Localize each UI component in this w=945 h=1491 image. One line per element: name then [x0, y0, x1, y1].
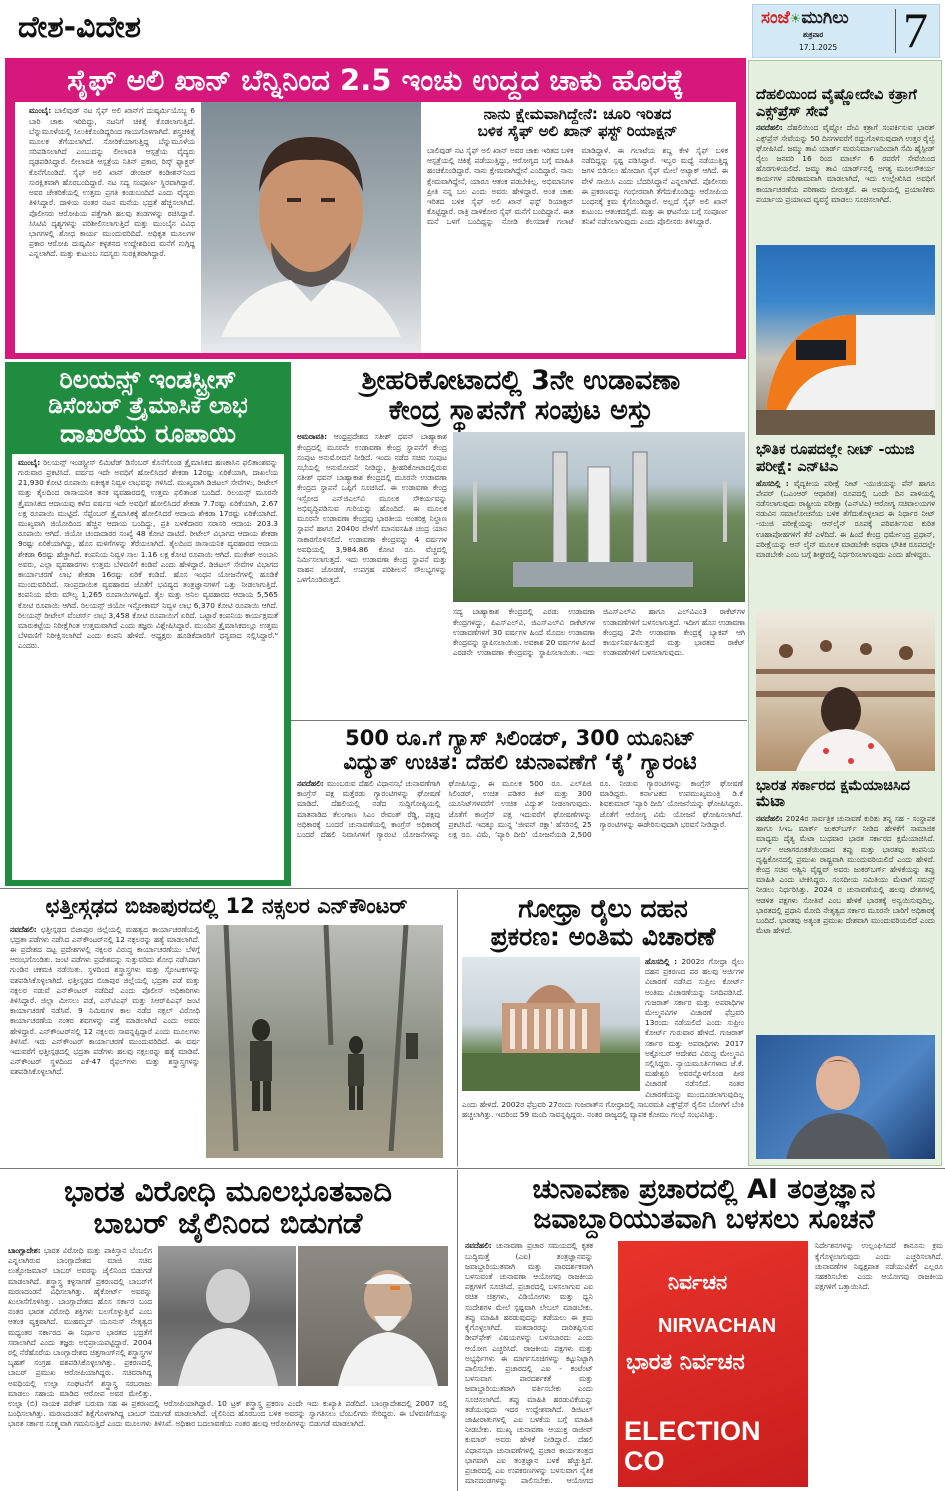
exam-hall-photo [756, 611, 935, 771]
sign-text-kannada: ನಿರ್ವಚನ [668, 1270, 728, 1295]
headline-line-3: ದಾಖಲೆಯ ರೂಪಾಯಿ [60, 418, 236, 448]
dateline: ನವದೆಹಲಿ: [756, 123, 783, 133]
masthead-divider [895, 9, 896, 53]
chhattisgarh-content [10, 925, 443, 1158]
mark-zuckerberg-photo [756, 1035, 935, 1159]
article-body: ನವದೆಹಲಿ: ಛತ್ತೀಸ್ಗಢದ ಬಿಜಾಪುರ ಜಿಲ್ಲೆಯಲ್ಲಿ ಮಹತ್ವದ ಕಾರ್ಯಾಚರಣೆಯಲ್ಲಿ ಭದ್ರತಾ ಪಡೆಗಳು ನಡೆಸಿದ ಎನ್‌ಕೌಂಟರ್‌ನಲ್ಲಿ 12 ನಕ್ಸಲರನ್ನು ಹತ್ಯೆ ಮಾಡಲಾಗಿದೆ. ಈ ಪ್ರದೇಶದ ದಟ್ಟ ಪ್ರದೇಶಗಳಲ್ಲಿ ನಕ್ಸಲರ ವಿರುದ್ಧ ಕಾರ್ಯಾಚರಣೆಯು ಬೆಳಿಗ್ಗೆ ಆರಂಭಗೊಂಡಿತು. ಜಂಟಿ ಪಡೆಗಳು ಪ್ರದೇಶವನ್ನು ಸುತ್ತುವರಿದು ಶೋಧ ನಡೆಸಿದಾಗ ಗುಂಡಿನ ಚಕಮಕಿ ನಡೆಯಿತು. ಸ್ಥಳದಿಂದ ಶಸ್ತ್ರಾಸ್ತ್ರಗಳು ಮತ್ತು ಸ್ಫೋಟಕಗಳನ್ನು ವಶಪಡಿಸಿಕೊಳ್ಳಲಾಗಿದೆ. ಛತ್ತೀಸ್ಗಢದ ಬಿಜಾಪುರ ಜಿಲ್ಲೆಯಲ್ಲಿ ಭದ್ರತಾ ಪಡೆ ಮತ್ತು ನಕ್ಸಲರ ನಡುವೆ ಎನ್‌ಕೌಂಟರ್ ನಡೆದಿದೆ ಎಂದು ಪೊಲೀಸ್ ಅಧಿಕಾರಿಗಳು ತಿಳಿಸಿದ್ದಾರೆ. ಜಿಲ್ಲಾ ಮೀಸಲು ಪಡೆ, ಎಸ್‌ಟಿಎಫ್ ಮತ್ತು ಸಿಆರ್‌ಪಿಎಫ್ ಜಂಟಿ ಕಾರ್ಯಾಚರಣೆ ನಡೆಸಿವೆ. 9 ನಿಮಿಷಗಳ ಕಾಲ ನಡೆದ ನಕ್ಸಲ್ ವಿರೋಧಿ ಕಾರ್ಯಾಚರಣೆಯ ನಂತರ ಶವಗಳನ್ನು ಪತ್ತೆ ಮಾಡಲಾಗಿದೆ ಎಂದು ಅವರು ಹೇಳಿದ್ದಾರೆ. ಎನ್‌ಕೌಂಟರ್‌ನಲ್ಲಿ 12 ನಕ್ಸಲರು ಸಾವನ್ನಪ್ಪಿದ್ದಾರೆ ಎಂದು ಮೂಲಗಳು ತಿಳಿಸಿವೆ. ಇದು ಎನ್‌ಕೌಂಟರ್ ಕಾರ್ಯಾಚರಣೆ ಮುಂದುವರಿದಿದೆ. ಈ ವರ್ಷ ಇದುವರೆಗೆ ಛತ್ತೀಸ್ಗಢದಲ್ಲಿ ಭದ್ರತಾ ಪಡೆಗಳು ಹಲವು ನಕ್ಸಲರನ್ನು ಹತ್ಯೆ ಮಾಡಿವೆ. ಎನ್‌ಕೌಂಟರ್ ಸ್ಥಳದಿಂದ ಎಕೆ-47 ರೈಫಲ್‌ಗಳು ಮತ್ತು ಶಸ್ತ್ರಾಸ್ತ್ರಗಳನ್ನು ವಶಪಡಿಸಿಕೊಳ್ಳಲಾಗಿದೆ. [10, 924, 200, 1077]
headline-line-1: ಶ್ರೀಹರಿಕೋಟಾದಲ್ಲಿ 3ನೇ ಉಡಾವಣಾ [361, 365, 681, 396]
headline-line-2: ಜವಾಬ್ದಾರಿಯುತವಾಗಿ ಬಳಸಲು ಸೂಚನೆ [533, 1204, 875, 1236]
dateline: ಬಾಂಗ್ಲಾದೇಶ: [8, 1245, 41, 1255]
meta-body: ನವದೆಹಲಿ: 2024ರ ಸಾರ್ವತ್ರಿಕ ಚುನಾವಣೆ ಕುರಿತು ತನ್ನ ಸಹ - ಸಂಸ್ಥಾಪಕ ಹಾಗೂ ಸಿಇಒ ಮಾರ್ಕ್ ಜುಕರ್‌ಬರ್ಗ್ ನೀಡಿದ ಹೇಳಿಕೆಗೆ ಸಾಮಾಜಿಕ ಮಾಧ್ಯಮ ದೈತ್ಯ ಮೆಟಾ ಬುಧವಾರ ಭಾರತ ಸರ್ಕಾರದ ಕ್ಷಮೆಯಾಚಿಸಿದೆ. ಬರ್ಗ್ ಅಜಾಗರೂಕತೆಯಿಂದಾದ ತಪ್ಪು ಮತ್ತು ಭಾರತವು ಕಂಪನಿಯ ದೃಷ್ಟಿಕೋನದಲ್ಲಿ ಪ್ರಮುಖ ರಾಷ್ಟ್ರವಾಗಿ ಮುಂದುವರಿಯಲಿದೆ ಎಂದು ಹೇಳಿದೆ. ಕೇಂದ್ರ ಸಚಿವ ಅಶ್ವಿನಿ ವೈಷ್ಣವ್ ಅವರು ಜುಕರ್‌ಬರ್ಗ್ ಹೇಳಿಕೆಯನ್ನು ತಪ್ಪು ಮಾಹಿತಿ ಎಂದು ಟೀಕಿಸಿದ್ದರು. ಸಂಸದೀಯ ಸಮಿತಿಯು ಮೆಟಾಗೆ ಸಮನ್ಸ್ ನೀಡಲು ನಿರ್ಧರಿಸಿತ್ತು. 2024 ರ ಚುನಾವಣೆಯಲ್ಲಿ ಹಲವು ದೇಶಗಳಲ್ಲಿ ಆಡಳಿತ ಪಕ್ಷಗಳು ಸೋತಿವೆ ಎಂಬ ಹೇಳಿಕೆ ಭಾರತಕ್ಕೆ ಅನ್ವಯಿಸುವುದಿಲ್ಲ. ಭಾರತದಲ್ಲಿ ಪ್ರಧಾನಿ ಮೋದಿ ನೇತೃತ್ವದ ಸರ್ಕಾರ ಮೂರನೇ ಬಾರಿಗೆ ಅಧಿಕಾರಕ್ಕೆ ಬಂದಿದೆ. ಭಾರತವು ಅತ್ಯಂತ ಪ್ರಮುಖ ದೇಶವಾಗಿ ಮುಂದುವರಿಯಲಿದೆ ಎಂದು ಮೆಟಾ ಹೇಳಿದೆ. [756, 813, 935, 936]
article-body: ನವದೆಹಲಿ: ಚುನಾವಣಾ ಪ್ರಚಾರ ಸಮಯದಲ್ಲಿ ಕೃತಕ ಬುದ್ಧಿಮತ್ತೆ (ಎಐ) ತಂತ್ರಜ್ಞಾನವನ್ನು ಜವಾಬ್ದಾರಿಯುತವಾಗಿ ಮತ್ತು ಪಾರದರ್ಶಕವಾಗಿ ಬಳಸುವಂತೆ ಚುನಾವಣಾ ಆಯೋಗವು ರಾಜಕೀಯ ಪಕ್ಷಗಳಿಗೆ ಸೂಚಿಸಿದೆ. ಪ್ರಚಾರದಲ್ಲಿ ಬಳಸಲಾಗುವ ಎಐ ರಚಿತ ಚಿತ್ರಗಳು, ವಿಡಿಯೋಗಳು ಮತ್ತು ಧ್ವನಿ ಸಂದೇಶಗಳ ಮೇಲೆ ಸ್ಪಷ್ಟವಾಗಿ ಲೇಬಲ್ ಮಾಡಬೇಕು. ತಪ್ಪು ಮಾಹಿತಿ ಹರಡುವುದನ್ನು ತಡೆಯಲು ಈ ಕ್ರಮ ಕೈಗೊಳ್ಳಲಾಗಿದೆ. ಮತದಾರರನ್ನು ದಾರಿತಪ್ಪಿಸುವ ಡೀಪ್‌ಫೇಕ್ ವಿಷಯಗಳನ್ನು ಬಳಸಬಾರದು ಎಂದು ಆಯೋಗ ಎಚ್ಚರಿಸಿದೆ. ರಾಜಕೀಯ ಪಕ್ಷಗಳು ಮತ್ತು ಅಭ್ಯರ್ಥಿಗಳು ಈ ಮಾರ್ಗಸೂಚಿಗಳನ್ನು ಕಟ್ಟುನಿಟ್ಟಾಗಿ ಪಾಲಿಸಬೇಕು. ಪ್ರಚಾರದಲ್ಲಿ ಎಐ - ಕಂಟೆಂಟ್ ಬಳಸುವಾಗ ಪಾರದರ್ಶಕತೆ ಮತ್ತು ಜವಾಬ್ದಾರಿಯುತವಾಗಿ ವರ್ತಿಸಬೇಕು ಎಂದು ಸೂಚಿಸಲಾಗಿದೆ. ತಪ್ಪು ಮಾಹಿತಿ ಹರಡುವಿಕೆಯನ್ನು ತಡೆಯುವುದು ಇದರ ಉದ್ದೇಶವಾಗಿದೆ. ಡಿಜಿಟಲ್ ಜಾಹೀರಾತುಗಳಲ್ಲಿ ಎಐ ಬಳಕೆಯ ಬಗ್ಗೆ ಮಾಹಿತಿ ನೀಡಬೇಕು. ಮುಖ್ಯ ಚುನಾವಣಾ ಆಯುಕ್ತ ರಾಜೀವ್ ಕುಮಾರ್ ಅವರು ಹೇಳಿಕೆ ನೀಡಿದ್ದಾರೆ. ದೆಹಲಿ ವಿಧಾನಸಭಾ ಚುನಾವಣೆಗಳಲ್ಲಿ ಪ್ರಚಾರ ಕಾರ್ಯತಂತ್ರದ ಭಾಗವಾಗಿ ಎಐ ತಂತ್ರಜ್ಞಾನ ಬಳಕೆ ಹೆಚ್ಚುತ್ತಿದೆ. ಪ್ರಚಾರದಲ್ಲಿ ಎಐ ಉಪಕರಣಗಳನ್ನು ಬಳಸುವಾಗ ನೈತಿಕ ಮಾನದಂಡಗಳನ್ನು ಪಾಲಿಸಬೇಕು. ಆಯೋಗದ ನಿರ್ದೇಶನಗಳನ್ನು ಉಲ್ಲಂಘಿಸಿದರೆ ಕಾನೂನು ಕ್ರಮ ಕೈಗೊಳ್ಳಲಾಗುವುದು ಎಂದು ಎಚ್ಚರಿಸಲಾಗಿದೆ. ಚುನಾವಣೆಗಳ ನಿಷ್ಪಕ್ಷಪಾತ ನಡೆಯುವಿಕೆಗೆ ಎಲ್ಲರೂ ಸಹಕರಿಸಬೇಕು ಎಂದು ಆಯೋಗವು ರಾಜಕೀಯ ಪಕ್ಷಗಳಿಗೆ ಒತ್ತಾಯಿಸಿದೆ. [465, 1241, 943, 1486]
newspaper-logo [761, 8, 849, 28]
headline-line-2: ಡಿಸೆಂಬರ್ ತ್ರೈಮಾಸಿಕ ಲಾಭ [48, 393, 248, 419]
sriharikota-content [297, 432, 745, 715]
dateline: ನವದೆಹಲಿ: [297, 779, 324, 789]
dateline: ಮುಂಬೈ: [29, 106, 52, 116]
students-illustration [756, 611, 935, 771]
dateline: ಹೊಸದಿಲ್ಲಿ : [645, 957, 678, 966]
babar-photos [158, 1246, 448, 1386]
logo-part-2: ಮುಗಿಲು [801, 8, 849, 28]
babar-archive-photo [158, 1246, 296, 1386]
chhattisgarh-story [0, 890, 455, 1166]
neet-headline: ಭೌತಿಕ ರೂಪದಲ್ಲೇ ನೀಟ್ -ಯುಜಿ ಪರೀಕ್ಷೆ: ಎನ್‌ಟಿಎ [756, 442, 915, 475]
sriharikota-right [453, 432, 745, 715]
article-body: ಬಾಂಗ್ಲಾದೇಶ: ಭಾರತ ವಿರೋಧಿ ಮತ್ತು ಪಾಕಿಸ್ತಾನ ಬೆಂಬಲಿಗ ಎನ್ನಲಾಗಿರುವ ಬಾಂಗ್ಲಾದೇಶದ ಮಾಜಿ ಸಚಿವ ಲುತ್ಫೋಜಮಾನ್ ಬಾಬರ್ ಅವರನ್ನು ಜೈಲಿನಿಂದ ಬಿಡುಗಡೆ ಮಾಡಲಾಗಿದೆ. ಶಸ್ತ್ರಾಸ್ತ್ರ ಕಳ್ಳಸಾಗಣೆ ಪ್ರಕರಣದಲ್ಲಿ ಬಾಬರ್‌ಗೆ ಮರಣದಂಡನೆ ವಿಧಿಸಲಾಗಿತ್ತು. ಹೈಕೋರ್ಟ್ ಅವರನ್ನು ಖುಲಾಸೆಗೊಳಿಸಿತ್ತು. ಬಾಂಗ್ಲಾದೇಶದ ಹೊಸ ಸರ್ಕಾರ ಬಂದ ನಂತರ ಭಾರತ ವಿರೋಧಿ ಶಕ್ತಿಗಳು ಬಲಗೊಳ್ಳುತ್ತಿವೆ ಎಂಬ ಆತಂಕ ವ್ಯಕ್ತವಾಗಿದೆ. ಮುಹಮ್ಮದ್ ಯೂನುಸ್ ನೇತೃತ್ವದ ಮಧ್ಯಂತರ ಸರ್ಕಾರದ ಈ ನಿರ್ಧಾರ ಭಾರತದ ಭದ್ರತೆಗೆ ಸವಾಲಾಗಿದೆ ಎಂದು ತಜ್ಞರು ಅಭಿಪ್ರಾಯಪಟ್ಟಿದ್ದಾರೆ. 2004 ರಲ್ಲಿ ನೆರೆಹೊರೆಯ ಬಾಂಗ್ಲಾದೇಶದ ಚಿತ್ತಗಾಂಗ್‌ನಲ್ಲಿ ಶಸ್ತ್ರಾಸ್ತ್ರಗಳ ಬೃಹತ್ ಸಂಗ್ರಹ ವಶಪಡಿಸಿಕೊಳ್ಳಲಾಗಿತ್ತು. ಪ್ರಕರಣದಲ್ಲಿ ಬಾಬರ್ ಪ್ರಮುಖ ಆರೋಪಿಯಾಗಿದ್ದರು. ಸಚಿವರಾಗಿದ್ದ ಅವಧಿಯಲ್ಲಿ ಉಲ್ಫಾ ಸಂಘಟನೆಗೆ ಶಸ್ತ್ರಾಸ್ತ್ರ ಸರಬರಾಜು ಮಾಡಲು ಸಹಾಯ ಮಾಡಿದ ಆರೋಪ ಅವರ ಮೇಲಿತ್ತು. ಉಲ್ಫಾ (ಬಿ) ನಾಯಕ ಪರೇಶ್ ಬರುವಾ ಸಹ ಈ ಪ್ರಕರಣದಲ್ಲಿ ಆರೋಪಿಯಾಗಿದ್ದಾರೆ. 10 ಟ್ರಕ್ ಶಸ್ತ್ರಾಸ್ತ್ರ ಪ್ರಕರಣ ಎಂದೇ ಇದು ಕುಖ್ಯಾತಿ ಪಡೆದಿದೆ. ಬಾಂಗ್ಲಾದೇಶದಲ್ಲಿ 2007 ರಲ್ಲಿ ಬಂಧಿಸಲಾಗಿತ್ತು. ಮರಣದಂಡನೆ ಶಿಕ್ಷೆಗೊಳಗಾಗಿದ್ದ ಬಾಬರ್ ಬಿಡುಗಡೆ ಮಾಡಲಾಗಿದೆ. ಜೈಲಿನಿಂದ ಹೊರಬಂದ ಬಳಿಕ ಅವರನ್ನು ಸ್ವಾಗತಿಸಲು ಬೆಂಬಲಿಗರು ಸೇರಿದ್ದರು. ಈ ಬೆಳವಣಿಗೆಯನ್ನು ಭಾರತ ಸರ್ಕಾರ ಸೂಕ್ಷ್ಮವಾಗಿ ಗಮನಿಸುತ್ತಿದೆ ಎಂದು ಮೂಲಗಳು ತಿಳಿಸಿವೆ. ಅಧಿಕಾರ ಬದಲಾವಣೆಯ ನಂತರ ಹಲವು ಆರೋಪಿಗಳನ್ನು ಬಿಡುಗಡೆ ಮಾಡಲಾಗಿದೆ. [8, 1245, 448, 1429]
side-headline-line-1: ನಾನು ಕ್ಷೇಮವಾಗಿದ್ದೇನೆ: ಚೂರಿ ಇರಿತದ [483, 105, 672, 124]
supreme-court-photo [462, 957, 640, 1091]
sign-text-nirvachan: NIRVACHAN [658, 1315, 777, 1338]
man-with-cap-illustration [298, 1246, 448, 1386]
headline-line-1: ಗೋಧ್ರಾ ರೈಲು ದಹನ [518, 894, 688, 923]
reliance-story [5, 362, 291, 886]
article-body: ಹೊಸದಿಲ್ಲಿ : 2002ರ ಗೋಧ್ರಾ ರೈಲು ದಹನ ಪ್ರಕರಣದ ಪರ ಹಲವು ಅರ್ಜಿಗಳ ವಿಚಾರಣೆ ನಡೆಸಿದ ಸುಪ್ರೀಂ ಕೋರ್ಟ್ ಅಂತಿಮ ವಿಚಾರಣೆಯನ್ನು ನಿಗದಿಪಡಿಸಿದೆ. ಗುಜರಾತ್ ಸರ್ಕಾರ ಮತ್ತು ಅಪರಾಧಿಗಳ ಮೇಲ್ಮನವಿಗಳ ವಿಚಾರಣೆ ಫೆಬ್ರವರಿ 13ರಂದು ನಡೆಯಲಿದೆ ಎಂದು ಸುಪ್ರೀಂ ಕೋರ್ಟ್ ಗುರುವಾರ ಹೇಳಿದೆ. ಗುಜರಾತ್ ಸರ್ಕಾರ ಮತ್ತು ಅಪರಾಧಿಗಳು 2017 ಅಕ್ಟೋಬರ್ ಆದೇಶದ ವಿರುದ್ಧ ಮೇಲ್ಮನವಿ ಸಲ್ಲಿಸಿದ್ದರು. ನ್ಯಾಯಮೂರ್ತಿಗಳಾದ ಜೆ.ಕೆ. ಮಹೇಶ್ವರಿ ಅವರನ್ನೊಳಗೊಂಡ ಪೀಠ ವಿಚಾರಣೆ ನಡೆಸಲಿದೆ. ನಂತರ ವಿಚಾರಣೆಯನ್ನು ಮುಂದೂಡಲಾಗುವುದಿಲ್ಲ ಎಂದು ಹೇಳಿದೆ. 2002ರ ಫೆಬ್ರವರಿ 27ರಂದು ಗುಜರಾತ್‌ನ ಗೋಧ್ರಾದಲ್ಲಿ ಸಾಬರಮತಿ ಎಕ್ಸ್‌ಪ್ರೆಸ್ ರೈಲಿನ ಬೋಗಿಗೆ ಬೆಂಕಿ ಹಚ್ಚಲಾಗಿತ್ತು. ಇದರಿಂದ 59 ಮಂದಿ ಸಾವನ್ನಪ್ಪಿದ್ದರು. ನಂತರ ರಾಜ್ಯದಲ್ಲಿ ವ್ಯಾಪಕ ಕೋಮು ಗಲಭೆ ಸಂಭವಿಸಿತ್ತು. [462, 957, 744, 1120]
dateline: ನವದೆಹಲಿ: [465, 1241, 492, 1251]
dateline: ನವದೆಹಲಿ: [10, 924, 37, 934]
headline: ಛತ್ತೀಸ್ಗಢದ ಬಿಜಾಪುರದಲ್ಲಿ 12 ನಕ್ಸಲರ ಎನ್‌ಕೌಂಟರ್ [45, 894, 408, 918]
palm-icon: ☀ [789, 12, 802, 27]
divider [0, 888, 748, 889]
headline-line-2: ಬಾಬರ್ ಜೈಲಿನಿಂದ ಬಿಡುಗಡೆ [93, 1206, 363, 1241]
headline-line-2: ವಿದ್ಯುತ್ ಉಚಿತ: ದೆಹಲಿ ಚುನಾವಣೆಗೆ ‘ಕೈ’ ಗ್ಯಾರಂಟಿ [343, 749, 697, 774]
right-sidebar [748, 60, 942, 1166]
headline-line-2: ಪ್ರಕರಣ: ಅಂತಿಮ ವಿಚಾರಣೆ [490, 922, 716, 951]
ai-election-story [460, 1170, 945, 1491]
headline-line-1: 500 ರೂ.ಗೆ ಗ್ಯಾಸ್ ಸಿಲಿಂಡರ್, 300 ಯೂನಿಟ್ [345, 726, 695, 750]
ai-content [465, 1241, 943, 1487]
headline-line-1: ರಿಲಯನ್ಸ್ ಇಂಡಸ್ಟ್ರೀಸ್ [59, 365, 237, 394]
article-body: ಮುಂಬೈ: ಬಾಲಿವುಡ್ ನಟ ಸೈಫ್ ಅಲಿ ಖಾನ್‌ಗೆ ದುಷ್ಕರ್ಮಿಯೊಬ್ಬ 6 ಬಾರಿ ಚಾಕು ಇರಿದಿದ್ದು, ನಟನಿಗೆ ಚಿಕಿತ್ಸೆ ಕೊಡಲಾಗುತ್ತಿದೆ. ಬೆನ್ನುಮೂಳೆಯಲ್ಲಿ ಸಿಲುಕಿಕೊಂಡಿದ್ದರಿಂದ ಗಾಯಗೊಳಗಾಗಿದೆ. ಶಸ್ತ್ರಚಿಕಿತ್ಸೆ ಮೂಲಕ ತೆಗೆಯಲಾಗಿದೆ. ಸೋರಿಕೆಯಾಗುತ್ತಿದ್ದ ಬೆನ್ನುಮೂಳೆಯ ಸರಿಪಡಿಸಲಾಗಿದೆ ಎಂಬುದನ್ನು ಲೀಲಾವತಿ ಆಸ್ಪತ್ರೆಯ ವೈದ್ಯರು ದೃಢಪಡಿಸಿದ್ದಾರೆ. ಲೀಲಾವತಿ ಆಸ್ಪತ್ರೆಯ ನಿತಿನ್ ಪ್ರಕಾರ, ರಿಸ್ಕ್ ಫ್ಯಾಕ್ಚರ್ ಕೊನೆಗೊಂಡಿದೆ. ಸೈಫ್ ಅಲಿ ಖಾನ್ ಡೇಂಜರ್ ಕಂಡೀಶನ್‌ನಿಂದ ಸುರಕ್ಷಿತವಾಗಿ ಹೊರಬಂದಿದ್ದಾರೆ. ನಟ ಸದ್ಯ ಸಂಪೂರ್ಣ ಸ್ಥಿರವಾಗಿದ್ದಾರೆ. ಅವರ ಚೇತರಿಕೆಯಲ್ಲಿ ಉತ್ತಮ ಪ್ರಗತಿ ಕಂಡುಬಂದಿದೆ ಎಂದು ವೈದ್ಯರು ತಿಳಿಸಿದ್ದಾರೆ. ದಾಳಿಯ ನಂತರ ನಟನ ಮನೆಯ ಭದ್ರತೆ ಹೆಚ್ಚಿಸಲಾಗಿದೆ. ಪೊಲೀಸರು ಆರೋಪಿಯ ಪತ್ತೆಗಾಗಿ ಹಲವು ತಂಡಗಳನ್ನು ರಚಿಸಿದ್ದಾರೆ. ಸಿಸಿಟಿವಿ ದೃಶ್ಯಗಳನ್ನು ಪರಿಶೀಲಿಸಲಾಗುತ್ತಿದೆ ಮತ್ತು ಮುಂಬೈನ ವಿವಿಧ ಭಾಗಗಳಲ್ಲಿ ಶೋಧ ಕಾರ್ಯ ಮುಂದುವರಿದಿದೆ. ಅಧಿಕೃತ ಮೂಲಗಳ ಪ್ರಕಾರ ಆರೋಪಿ ದುಷ್ಕರ್ಮಿ ಕಳ್ಳತನದ ಉದ್ದೇಶದಿಂದ ಮನೆಗೆ ನುಗ್ಗಿದ್ದ ಎನ್ನಲಾಗಿದೆ. ಮತ್ತು ಕುಟುಂಬ ಸದಸ್ಯರು ಸುರಕ್ಷಿತರಾಗಿದ್ದಾರೆ. [29, 106, 195, 259]
dateline: ನವದೆಹಲಿ: [756, 813, 783, 823]
babar-story [0, 1170, 455, 1491]
meta-headline: ಭಾರತ ಸರ್ಕಾರದ ಕ್ಷಮೆಯಾಚಿಸಿದ ಮೆಟಾ [756, 777, 911, 811]
sign-text-bharat: ಭಾರತ ನಿರ್ವಚನ [626, 1350, 745, 1376]
side-article-body: ಬಾಲಿವುಡ್ ನಟ ಸೈಫ್ ಅಲಿ ಖಾನ್ ಅವರ ಚಾಕು ಇರಿತದ ಬಳಿಕ ಆಸ್ಪತ್ರೆಯಲ್ಲಿ ಚಿಕಿತ್ಸೆ ಪಡೆಯುತ್ತಿದ್ದು, ಆರೋಗ್ಯದ ಬಗ್ಗೆ ಮಾಹಿತಿ ಹಂಚಿಕೊಂಡಿದ್ದಾರೆ. ನಾನು ಕ್ಷೇಮವಾಗಿದ್ದೇನೆ ಎಂದಿದ್ದಾರೆ. ನಾನು ಕ್ಷೇಮವಾಗಿದ್ದೇನೆ, ಯಾರೂ ಆತಂಕ ಪಡಬೇಕಿಲ್ಲ. ಅಭಿಮಾನಿಗಳ ಪ್ರೀತಿ ನನ್ನ ಬಲ ಎಂದು ಅವರು ಹೇಳಿದ್ದಾರೆ. ಅಂತ ಚಾಕು ಇರಿತದ ಬಳಿಕ ಸೈಫ್ ಅಲಿ ಖಾನ್ ಫಸ್ಟ್ ರಿಯಾಕ್ಷನ್ ಕೊಟ್ಟಿದ್ದಾರೆ. ರಾತ್ರಿ ದಾಳಿಕೋರ ಸೈಫ್ ಮನೆಗೆ ಬಂದಿದ್ದಾನೆ. ಈತ ಮನೆ ಒಳಗೆ ಬಂದಿದ್ದನ್ನು ನೋಡಿ ಕೆಲಸದಾಕೆ ಗಲಾಟೆ ಮಾಡಿದ್ದಾಳೆ. ಈ ಗಲಾಟೆಯ ಶಬ್ದ ಕೇಳಿ ಸೈಫ್ ಬಳಿಕ ನಡೆದಿದ್ದನ್ನು ಸ್ಪಷ್ಟ ಪಡಿಸಿದ್ದಾರೆ. ಇಬ್ಬರ ಮಧ್ಯೆ ನಡೆಯುತ್ತಿದ್ದ ಜಗಳ ಬಿಡಿಸಲು ಹೋದಾಗ ಸೈಫ್ ಮೇಲೆ ಅಟ್ಯಾಕ್ ಆಗಿದೆ. ಈ ವೇಳೆ ಸಾಯಿಸಿ ಎಂದು ಬೆದರಿಸಿದ್ದಾನೆ ಎನ್ನಲಾಗಿದೆ. ಪೊಲೀಸರು ಈ ಪ್ರಕರಣವನ್ನು ಗಂಭೀರವಾಗಿ ತೆಗೆದುಕೊಂಡಿದ್ದು ಆರೋಪಿಯ ಬಂಧನಕ್ಕೆ ಕ್ರಮ ಕೈಗೊಂಡಿದ್ದಾರೆ. ಅಲ್ಲದೆ ಸೈಫ್ ಅಲಿ ಖಾನ್ ಕುಟುಂಬ ಆತಂಕದಲ್ಲಿದೆ. ಮತ್ತು ಈ ಘಟನೆಯ ಬಗ್ಗೆ ಸಂಪೂರ್ಣ ತನಿಖೆ ನಡೆಸಲಾಗುವುದು ಎಂದು ಪೊಲೀಸರು ತಿಳಿಸಿದ್ದಾರೆ. [427, 146, 728, 227]
person-illustration [756, 1035, 935, 1159]
article-body-continued: ಸದ್ಯ ಬಾಹ್ಯಾಕಾಶ ಕೇಂದ್ರದಲ್ಲಿ ಎರಡು ಉಡಾವಣಾ ಕೇಂದ್ರಗಳಿದ್ದು, ಪಿಎಸ್‌ಎಲ್‌ವಿ, ಜಿಎಸ್‌ಎಲ್‌ವಿ ರಾಕೆಟ್‌ಗಳ ಉಡಾವಣೆಗಳಿಗೆ 30 ವರ್ಷಗಳ ಹಿಂದೆ ಮೊದಲ ಉಡಾವಣಾ ಕೇಂದ್ರವನ್ನು ಸ್ಥಾಪಿಸಲಾಯಿತು. ಅವಕಾಶ 20 ವರ್ಷಗಳ ಹಿಂದೆ ಎರಡನೇ ಉಡಾವಣಾ ಕೇಂದ್ರವನ್ನು ಸ್ಥಾಪಿಸಲಾಯಿತು. ಇದು ಜಿಎಸ್‌ಎಲ್‌ವಿ ಹಾಗೂ ಎಲ್‌ವಿಎಂ3 ರಾಕೆಟ್‌ಗಳ ಉಡಾವಣೆಗಳಿಗೆ ಬಳಸಲಾಗುತ್ತದೆ. ಇದೀಗ ಹೊಸ ಉಡಾವಣಾ ಕೇಂದ್ರವು 2ನೇ ಉಡಾವಣಾ ಕೇಂದ್ರಕ್ಕೆ ಬ್ಯಾಕಪ್ ಆಗಿ ಕಾರ್ಯನಿರ್ವಹಿಸುತ್ತದೆ ಮತ್ತು ಭಾರತದ ರಾಕೆಟ್ ಉಡಾವಣೆಗಳಿಗೆ ಬಳಸಲಾಗುವುದು. [453, 607, 745, 658]
divider [457, 1170, 458, 1491]
train-illustration [756, 245, 935, 435]
godhra-story [460, 890, 746, 1166]
headline-line-1: ಭಾರತ ವಿರೋಧಿ ಮೂಲಭೂತವಾದಿ [64, 1174, 392, 1208]
page-number: 7 [903, 2, 928, 58]
launch-towers-illustration [453, 432, 745, 602]
train-body: ನವದೆಹಲಿ: ದೆಹಲಿಯಿಂದ ವೈಷ್ಣೋ ದೇವಿ ಕತ್ರಾಗೆ ಸಂಪರ್ಕಿಸುವ ಭಾರತ್ ಎಕ್ಸ್‌ಪ್ರೆಸ್ ಸೇವೆಯನ್ನು 50 ದಿನಗಳವರೆಗೆ ರದ್ದುಗೊಳಿಸುವುದಾಗಿ ಉತ್ತರ ರೈಲ್ವೆ ಘೋಷಿಸಿದೆ. ಜಮ್ಮು ತಾವಿ ಯಾರ್ಡ್ ಮರುನಿರ್ಮಾಣದಿಂದಾಗಿ ಸೆಮಿ ಹೈಸ್ಪೀಡ್ ರೈಲು ಜನವರಿ 16 ರಿಂದ ಮಾರ್ಚ್ 6 ರವರೆಗೆ ಸೇವೆಯಿಂದ ಹೊರಗುಳಿಯಲಿದೆ. ಜಮ್ಮು ತಾವಿ ಯಾರ್ಡ್‌ನಲ್ಲಿ ಅಗತ್ಯ ಮೂಲಸೌಕರ್ಯ ಕಾರ್ಯಗಳ ಪರಿಣಾಮವಾಗಿ ಮಾಡಲಾಗಿದೆ, ಇದು ಉಲ್ಲೇಖಿಸಿದ ಅವಧಿಗೆ ಕಾರ್ಯಾಚರಣೆಯ ಪರಿಣಾಮ ಬೀರುತ್ತದೆ. ಈ ಅವಧಿಯಲ್ಲಿ ಪ್ರಯಾಣಿಕರು ಪರ್ಯಾಯ ಪ್ರಯಾಣದ ವ್ಯವಸ್ಥೆ ಮಾಡಲು ಸೂಚಿಸಲಾಗಿದೆ. [756, 123, 935, 204]
article-body: ಅಮರಾವತಿ: ಆಂಧ್ರಪ್ರದೇಶದ ಸತೀಶ್ ಧವನ್ ಬಾಹ್ಯಾಕಾಶ ಕೇಂದ್ರದಲ್ಲಿ ಮೂರನೇ ಉಡಾವಣಾ ಕೇಂದ್ರ ಸ್ಥಾಪನೆಗೆ ಕೇಂದ್ರ ಸಂಪುಟ ಅನುಮೋದನೆ ನೀಡಿದೆ. ಇಂದು ನಡೆದ ಸಚಿವ ಸಂಪುಟ ಸಭೆಯಲ್ಲಿ ಅನುಮೋದನೆ ನೀಡಿದ್ದು, ಶ್ರೀಹರಿಕೋಟಾದಲ್ಲಿರುವ ಸತೀಶ್ ಧವನ್ ಬಾಹ್ಯಾಕಾಶ ಕೇಂದ್ರದಲ್ಲಿ ಮೂರನೇ ಉಡಾವಣಾ ಕೇಂದ್ರದ ಸ್ಥಾಪನೆ ಒಪ್ಪಿಗೆ ಸೂಚಿಸಿದೆ. ಈ ಉಡಾವಣಾ ಕೇಂದ್ರ ಇಸ್ರೋದ ಎನ್‌ಜಿಎಲ್‌ವಿ ಮೂಲಕ ಸೌಕರ್ಯವನ್ನು ಅಭಿವೃದ್ಧಿಪಡಿಸುವ ಗುರಿಯನ್ನು ಹೊಂದಿದೆ. ಈ ಮೂಲಕ ಮೂರನೇ ಉಡಾವಣಾ ಕೇಂದ್ರವು ಭಾರತೀಯ ಅಂತರಿಕ್ಷ ನಿಲ್ದಾಣ ಸ್ಥಾಪನೆ ಹಾಗೂ 2040ರ ವೇಳೆಗೆ ಮಾನವಸಹಿತ ಚಂದ್ರ ಯಾನ ಸಾಕಾರಗೊಳಿಸಲಿದೆ. ಉಡಾವಣಾ ಕೇಂದ್ರವನ್ನು 4 ವರ್ಷಗಳ ಅವಧಿಯಲ್ಲಿ 3,984.86 ಕೋಟಿ ರೂ. ವೆಚ್ಚದಲ್ಲಿ ನಿರ್ಮಿಸಲಾಗುತ್ತದೆ. ಇದು ಉಡಾವಣಾ ಕೇಂದ್ರ ಸ್ಥಾಪನೆ ಮತ್ತು ವಾಹನ ಜೋಡಣೆ, ಉಪಗ್ರಹ ಪರಿಶೀಲನೆ ಸೌಲಭ್ಯಗಳನ್ನು ಒಳಗೊಂಡಿರುತ್ತದೆ. [297, 432, 447, 585]
side-headline-line-2: ಬಳಿಕ ಸೈಫ್ ಅಲಿ ಖಾನ್ ಫಸ್ಟ್ ರಿಯಾಕ್ಷನ್ [477, 122, 678, 141]
dateline: ಅಮರಾವತಿ: [297, 432, 328, 442]
sign-text-election: ELECTION CO [624, 1416, 761, 1477]
headline-line-2: ಕೇಂದ್ರ ಸ್ಥಾಪನೆಗೆ ಸಂಪುಟ ಅಸ್ತು [388, 395, 654, 427]
sriharikota-story [291, 362, 747, 719]
section-title: ದೇಶ-ವಿದೇಶ [18, 10, 142, 45]
masthead-day: ಶುಕ್ರವಾರ [803, 31, 824, 39]
masthead [752, 4, 940, 58]
gas-story [291, 722, 747, 886]
headline: ಸೈಫ್ ಅಲಿ ಖಾನ್ ಬೆನ್ನಿನಿಂದ 2.5 ಇಂಚು ಉದ್ದದ ಚಾಕು ಹೊರಕ್ಕೆ [67, 63, 684, 97]
train-headline: ದೆಹಲಿಯಿಂದ ವೈಷ್ಣೋದೇವಿ ಕತ್ರಾಗೆ ಎಕ್ಸ್‌ಪ್ರೆಸ್ ಸೇವೆ [756, 87, 917, 120]
neet-body: ಹೊಸದಿಲ್ಲಿ : ವೈದ್ಯಕೀಯ ಪರೀಕ್ಷೆ ನೀಟ್ -ಯುಜಿಯನ್ನು ಪೆನ್ ಹಾಗೂ ಪೇಪರ್ (ಒಎಂಆರ್ ಆಧಾರಿತ) ರೂಪದಲ್ಲಿ ಒಂದೇ ದಿನ ಪಾಳಿಯಲ್ಲಿ ನಡೆಸಲಾಗುವುದು ರಾಷ್ಟ್ರೀಯ ಪರೀಕ್ಷಾ (ಎನ್‌ಟಿಎ) ಆರೋಗ್ಯ ಸಚಿವಾಲಯಗಳ ನಡುವಿನ ಸಮಾಲೋಚನೆಯ ಬಳಿಕ ತೆಗೆದುಕೊಳ್ಳಲಾದ ಈ ನಿರ್ಧಾರ ನೀಟ್ -ಯುಜಿ ಪರೀಕ್ಷೆಯನ್ನು ಆನ್‌ಲೈನ್ ರೂಪಕ್ಕೆ ಪರಿವರ್ತಿಸುವ ಕುರಿತ ಊಹಾಪೋಹಗಳಿಗೆ ತೆರೆ ಎಳೆದಿದೆ. ಈ ಹಿಂದೆ ಕೇಂದ್ರ ಧರ್ಮೇಂದ್ರ ಪ್ರಧಾನ್, ಪರೀಕ್ಷೆಯನ್ನು ಆನ್ ಲೈನ್ ಮೂಲಕ ಮಾಡಬೇಕೇ ಅಥವಾ ಭೌತಿಕ ರೂಪದಲ್ಲೇ ಮಾಡಬೇಕೇ ಎಂಬ ಬಗ್ಗೆ ಶೀಘ್ರದಲ್ಲಿ ನಿರ್ಧರಿಸಲಾಗುವುದು ಎಂದು ಹೇಳಿದ್ದರು. [756, 478, 935, 560]
security-forces-photo [206, 925, 443, 1158]
dateline: ಮುಂಬೈ: [18, 457, 41, 467]
saif-ali-khan-photo [201, 102, 421, 353]
divider [457, 890, 458, 1166]
court-building-illustration [462, 957, 640, 1091]
divider [291, 720, 747, 721]
saif-panel [15, 102, 736, 353]
portrait-illustration [201, 102, 421, 337]
side-article [427, 102, 728, 353]
babar-release-photo [298, 1246, 448, 1386]
election-commission-sign-photo [598, 1241, 810, 1487]
masthead-date: 17.1.2025 [799, 43, 838, 52]
article-body: ಮುಂಬೈ: ರಿಲಯನ್ಸ್ ಇಂಡಸ್ಟ್ರೀಸ್ ಲಿಮಿಟೆಡ್ ಡಿಸೆಂಬರ್ ಕೊನೆಗೊಂಡ ತ್ರೈಮಾಸಿಕದ ಹಣಕಾಸಿನ ಫಲಿತಾಂಶವನ್ನು ಗುರುವಾರ ಪ್ರಕಟಿಸಿದೆ. ವರ್ಷದ ಇದೇ ಅವಧಿಗೆ ಹೋಲಿಸಿದರೆ ಶೇಕಡಾ 12ರಷ್ಟು ಏರಿಕೆಯಾಗಿ, ದಾಖಲೆಯ 21,930 ಕೋಟಿ ರೂಪಾಯಿ ಏಕೀಕೃತ ನಿವ್ವಳ ಲಾಭವನ್ನು ಗಳಿಸಿದೆ. ಮುಖ್ಯವಾಗಿ ಡಿಜಿಟಲ್ ಸೇವೆಗಳು, ರೀಟೇಲ್ ಮತ್ತು ತೈಲದಿಂದ ರಾಸಾಯನಿಕ ತನಕ ವ್ಯವಹಾರದಲ್ಲಿ ಉತ್ತಮ ಫಲಿತಾಂಶ ಬಂದಿದೆ. ರಿಲಯನ್ಸ್ ಮೂರನೇ ತ್ರೈಮಾಸಿಕದ ಆದಾಯವು ಕಳೆದ ವರ್ಷದ ಇದೇ ಅವಧಿಗೆ ಹೋಲಿಸಿದರೆ ಶೇಕಡಾ 7.7ರಷ್ಟು ಏರಿಕೆಯಾಗಿ, 2.67 ಲಕ್ಷ ರೂಪಾಯಿ ಮುಟ್ಟಿದೆ. ಸೆಪ್ಟೆಂಬರ್ ತ್ರೈಮಾಸಿಕಕ್ಕೆ ಹೋಲಿಸಿದರೆ ಆದಾಯ ಶೇಕಡಾ 17ರಷ್ಟು ಏರಿಕೆಯಾಗಿದೆ. ಮುಖ್ಯವಾಗಿ ಜಿಯೋದಿಂದ ಹೆಚ್ಚಿನ ಆದಾಯ ಬಂದಿದ್ದು, ಪ್ರತಿ ಬಳಕೆದಾರರ ಸರಾಸರಿ ಆದಾಯ 203.3 ರೂಪಾಯಿ ಆಗಿದೆ. ಜಿಯೋ ಚಂದಾದಾರರ ಸಂಖ್ಯೆ 48 ಕೋಟಿ ದಾಟಿದೆ. ರೀಟೇಲ್ ವಿಭಾಗದ ಆದಾಯ ಶೇಕಡಾ 9ರಷ್ಟು ಏರಿಕೆಯಾಗಿದ್ದು, ಹೊಸ ಮಳಿಗೆಗಳನ್ನು ತೆರೆಯಲಾಗಿದೆ. ತೈಲದಿಂದ ರಾಸಾಯನಿಕ ವ್ಯವಹಾರದ ಆದಾಯ ಶೇಕಡಾ 6ರಷ್ಟು ಹೆಚ್ಚಾಗಿದೆ. ಕಂಪನಿಯ ನಿವ್ವಳ ಸಾಲ 1.16 ಲಕ್ಷ ಕೋಟಿ ರೂಪಾಯಿ ಆಗಿದೆ. ಮುಕೇಶ್ ಅಂಬಾನಿ ಅವರು, ಎಲ್ಲಾ ವ್ಯವಹಾರಗಳು ಉತ್ತಮ ಬೆಳವಣಿಗೆ ಕಂಡಿವೆ ಎಂದು ಹೇಳಿದ್ದಾರೆ. ಡಿಜಿಟಲ್ ಸೇವೆಗಳ ವಿಭಾಗದ ಕಾರ್ಯಾಚರಣೆ ಲಾಭ ಶೇಕಡಾ 16ರಷ್ಟು ಏರಿಕೆ ಕಂಡಿದೆ. ಹೊಸ ಇಂಧನ ಯೋಜನೆಗಳಲ್ಲಿ ಹೂಡಿಕೆ ಮುಂದುವರಿದಿದೆ. ಸಾಂಪ್ರದಾಯಿಕ ವ್ಯವಹಾರದ ಜೊತೆಗೆ ಭವಿಷ್ಯದ ತಂತ್ರಜ್ಞಾನಗಳಿಗೆ ಒತ್ತು ನೀಡಲಾಗುತ್ತಿದೆ. ಕಂಪನಿಯ ಷೇರು ಮೌಲ್ಯ 1,265 ರೂಪಾಯಿಗಳಷ್ಟಿದೆ. ತೈಲ ಮತ್ತು ಅನಿಲ ವ್ಯವಹಾರದ ಆದಾಯ 5,565 ಕೋಟಿ ರೂಪಾಯಿ ಆಗಿದೆ. ರಿಲಯನ್ಸ್ ಜಿಯೋ ಇನ್ಫೋಕಾಮ್ ನಿವ್ವಳ ಲಾಭ 6,370 ಕೋಟಿ ರೂಪಾಯಿ ಆಗಿದೆ. ರಿಲಯನ್ಸ್ ರೀಟೇಲ್ ವೆಂಚರ್ಸ್ ಲಾಭ 3,458 ಕೋಟಿ ರೂಪಾಯಿಗೆ ಏರಿದೆ. ಒಟ್ಟಾರೆ ಕಂಪನಿಯ ಕಾರ್ಯಕ್ಷಮತೆ ಮಾರುಕಟ್ಟೆಯ ನಿರೀಕ್ಷೆಗಿಂತ ಉತ್ತಮವಾಗಿದೆ ಎಂದು ತಜ್ಞರು ವಿಶ್ಲೇಷಿಸಿದ್ದಾರೆ. ಮುಂದಿನ ತ್ರೈಮಾಸಿಕದಲ್ಲೂ ಉತ್ತಮ ಬೆಳವಣಿಗೆ ನಿರೀಕ್ಷಿಸಲಾಗಿದೆ ಎಂದು ಕಂಪನಿ ಹೇಳಿದೆ. ಅಧ್ಯಕ್ಷರು ಹೂಡಿಕೆದಾರರಿಗೆ ಧನ್ಯವಾದ ಸಲ್ಲಿಸಿದ್ದಾರೆ." ಎಂದರು. [18, 457, 278, 651]
vande-bharat-train-photo [756, 245, 935, 435]
saif-story [5, 58, 746, 359]
logo-part-1: ಸಂಜೆ [761, 8, 790, 28]
article-body: ನವದೆಹಲಿ: ಮುಂಬರುವ ದೆಹಲಿ ವಿಧಾನಸಭೆ ಚುನಾವಣೆಗಾಗಿ ಕಾಂಗ್ರೆಸ್ ಪಕ್ಷ ಮತ್ತೆರಡು ಗ್ಯಾರಂಟಿಗಳನ್ನು ಘೋಷಣೆ ಮಾಡಿದೆ. ದೆಹಲಿಯಲ್ಲಿ ನಡೆದ ಸುದ್ದಿಗೋಷ್ಠಿಯಲ್ಲಿ ಮಾತನಾಡಿದ ತೆಲಂಗಾಣ ಸಿಎಂ ರೇವಂತ್ ರೆಡ್ಡಿ, ಪಕ್ಷವು ಅಧಿಕಾರಕ್ಕೆ ಬಂದರೆ ಚುನಾವಣೆಯಲ್ಲಿ ಕಾಂಗ್ರೆಸ್ ಅಧಿಕಾರಕ್ಕೆ ಬಂದರೆ ದೆಹಲಿ ನಿವಾಸಿಗಳಿಗೆ ಗ್ಯಾರಂಟಿ ಯೋಜನೆಗಳನ್ನು ಘೋಷಿಸಿದ್ದು, ಈ ಮೂಲಕ 500 ರೂ. ಎಲ್‌ಪಿಜಿ ಸಿಲಿಂಡರ್, ಉಚಿತ ಪಡಿತರ ಕಿಟ್ ಮತ್ತು 300 ಯೂನಿಟ್‌ಗಳವರೆಗೆ ಉಚಿತ ವಿದ್ಯುತ್ ನೀಡಲಾಗುವುದು. ಜೊತೆಗೆ ಕಾಂಗ್ರೆಸ್ ಪಕ್ಷ ಇದುವರೆಗೆ ಘೋಷಣೆಗಳನ್ನು ಪ್ರಕಟಿಸಿದೆ. ಇದಕ್ಕೂ ಮುನ್ನ ‘ಜೀವನ್ ರಕ್ಷಾ’ ಹೆಸರಿನಲ್ಲಿ 25 ಲಕ್ಷ ರೂ. ವಿಮೆ, ‘ಪ್ಯಾರಿ ದೀದಿ’ ಯೋಜನೆಯಡಿ 2,500 ರೂ. ನೀಡುವ ಗ್ಯಾರಂಟಿಗಳನ್ನು ಕಾಂಗ್ರೆಸ್ ಘೋಷಣೆ ಮಾಡಿದ್ದರು. ಕರ್ನಾಟಕದ ಉಪಮುಖ್ಯಮಂತ್ರಿ ಡಿ.ಕೆ ಶಿವಕುಮಾರ್ ‘ಪ್ಯಾರಿ ದೀದಿ’ ಯೋಜನೆಯನ್ನು ಘೋಷಿಸಿದ್ದರು. ಜೊತೆಗೆ ಆರೋಗ್ಯ ವಿಮೆ ಯೋಜನೆ ಘೋಷಿಸಲಾಗಿದೆ. ಗ್ಯಾರಂಟಿಗಳನ್ನು ಈಡೇರಿಸುವುದಾಗಿ ಭರವಸೆ ನೀಡಿದ್ದಾರೆ. [297, 779, 743, 840]
divider [0, 1168, 945, 1169]
headline-line-1: ಚುನಾವಣಾ ಪ್ರಚಾರದಲ್ಲಿ AI ತಂತ್ರಜ್ಞಾನ [532, 1174, 876, 1205]
dateline: ಹೊಸದಿಲ್ಲಿ : [756, 478, 789, 488]
forest-soldiers-illustration [206, 925, 442, 1151]
launch-pad-photo [453, 432, 745, 602]
reliance-panel [12, 454, 284, 880]
man-portrait-illustration [158, 1246, 296, 1386]
